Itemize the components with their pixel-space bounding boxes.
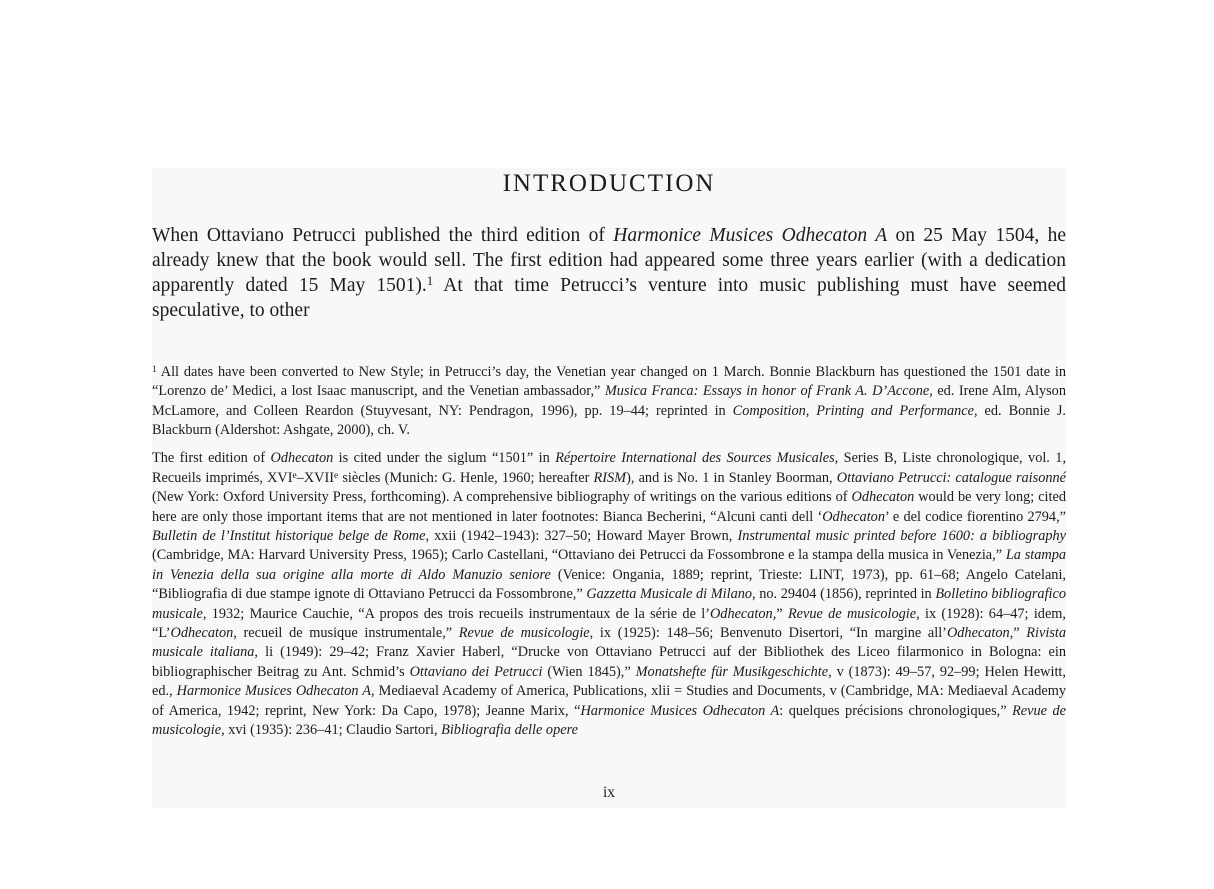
intro-paragraph: When Ottaviano Petrucci published the third edition of Harmonice Musices Odhecaton A on 25 May 1504, he already knew that the book would sell. The first edition had appeared some three years earlier (with a dedication apparently dated 15 May 1501).$^1$ At that time Petrucci’s venture into music publishing must have seemed speculative, to other [152,224,1067,321]
footnote-1-continuation: The first edition of Odhecaton is cited under the siglum “1501” in Répertoire International des Sources Musicales, Series B, Liste chronologique, vol. 1, Recueils imprimés, XVIe–XVIIe siècles (Munich: G. Henle, 1960; hereafter RISM), and is No. 1 in Stanley Boorman, Ottaviano Petrucci: catalogue raisonné (New York: Oxford University Press, forthcoming). A comprehensive bibliography of writings on the various editions of Odhecaton would be very long; cited here are only those important items that are not mentioned in later footnotes: Bianca Becherini, “Alcuni canti dell ‘Odhecaton’ e del codice fiorentino 2794,” Bulletin de l’Institut historique belge de Rome, xxii (1942–1943): 327–50; Howard Mayer Brown, Instrumental music printed before 1600: a bibliography (Cambridge, MA: Harvard University Press, 1965); Carlo Castellani, “Ottaviano dei Petrucci da Fossombrone e la stampa della musica in Venezia,” La stampa in Venezia della sua origine alla morte di Aldo Manuzio seniore (Venice: Ongania, 1889; reprint, Trieste: LINT, 1973), pp. 61–68; Angelo Catelani, “Bibliografia di due stampe ignote di Ottaviano Petrucci da Fossombrone,” Gazzetta Musicale di Milano, no. 29404 (1856), reprinted in Bolletino bibliografico musicale, 1932; Maurice Cauchie, “A propos des trois recueils instrumentaux de la série de l’Odhecaton,” Revue de musicologie, ix (1928): 64–47; idem, “L’Odhecaton, recueil de musique instrumentale,” Revue de musicologie, ix (1925): 148–56; Benvenuto Disertori, “In margine all’Odhecaton,” Rivista musicale italiana, li (1949): 29–42; Franz Xavier Haberl, “Drucke von Ottaviano Petrucci auf der Bibliothek des Liceo filarmonico in Bologna: ein bibliographischer Beitrag zu Ant. Schmid’s Ottaviano dei Petrucci (Wien 1845),” Monatshefte für Musikgeschichte, v (1873): 49–57, 92–99; Helen Hewitt, ed., Harmonice Musices Odhecaton A, Mediaeval Academy of America, Publications, xlii = Studies and Documents, v (Cambridge, MA: Mediaeval Academy of America, 1942; reprint, New York: Da Capo, 1978); Jeanne Marix, “Harmonice Musices Odhecaton A: quelques précisions chronologiques,” Revue de musicologie, xvi (1935): 236–41; Claudio Sartori, Bibliografia delle opere [152,450,1067,739]
footnotes-section [152,363,1066,741]
footnote-1: $^1$ All dates have been converted to New Style; in Petrucci’s day, the Venetian year changed on 1 March. Bonnie Blackburn has questioned the 1501 date in “Lorenzo de’ Medici, a lost Isaac manuscript, and the Venetian ambassador,” Musica Franca: Essays in honor of Frank A. D’Accone, ed. Irene Alm, Alyson McLamore, and Colleen Reardon (Stuyvesant, NY: Pendragon, 1996), pp. 19–44; reprinted in Composition, Printing and Performance, ed. Bonnie J. Blackburn (Aldershot: Ashgate, 2000), ch. V. [152,363,1067,438]
scanned-page [152,168,1066,808]
page-title: INTRODUCTION [502,170,716,197]
page-number: ix [602,784,616,801]
